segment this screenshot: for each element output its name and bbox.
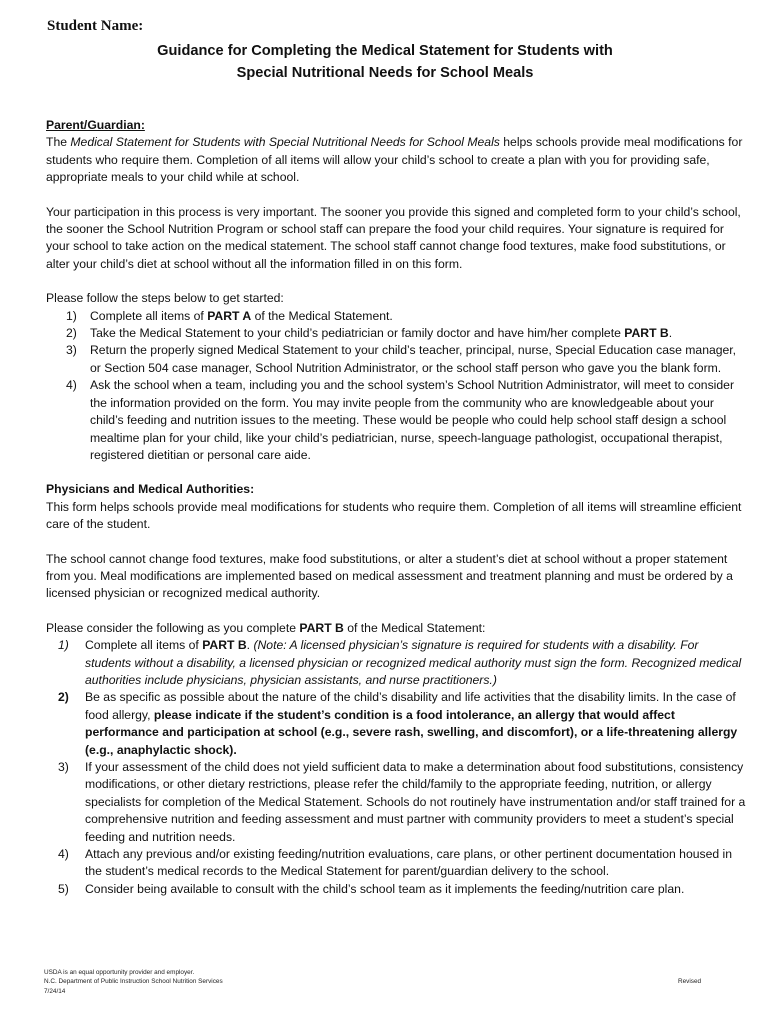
document-body: [46, 117, 746, 898]
part-b-intro: [46, 620, 746, 637]
step-bold: PART A: [207, 308, 252, 323]
parent-guardian-heading: Parent/Guardian:: [46, 118, 145, 132]
item-bold: PART B: [202, 638, 247, 653]
parent-steps-list: [46, 308, 746, 465]
footer-line-2: N.C. Department of Public Instruction School Nutrition Services: [44, 978, 223, 986]
item-number: 4): [58, 847, 69, 862]
step-number: 3): [66, 343, 77, 358]
intro-pre: Please consider the following as you complete: [46, 620, 300, 635]
item-note-italic: (Note: A licensed physician’s signature is required for students with a disability. For students without a disability, a licensed physician or recognized medical authority must sign the form. Recognized medical authorities include physicians, physician assistants, and nurse practitioners.): [85, 638, 742, 687]
steps-intro: Please follow the steps below to get started:: [46, 291, 284, 306]
list-item: [46, 308, 746, 325]
list-item: [46, 759, 746, 846]
title-line-2: Special Nutritional Needs for School Meals: [236, 65, 534, 81]
footer-revised: Revised: [678, 978, 702, 985]
step-text: Return the properly signed Medical Statement to your child’s teacher, principal, nurse, Special Education case manager, or Section 504 case manager, School Nutrition Administrator, or the school staff person who gave you the blank form.: [90, 343, 737, 375]
list-item: [46, 689, 746, 759]
step-text: Take the Medical Statement to your child’s pediatrician or family doctor and have him/her complete: [90, 326, 625, 341]
step-number: 4): [66, 378, 77, 393]
parent-paragraph-1: [46, 134, 746, 186]
item-text: Complete all items of: [85, 638, 203, 653]
step-number: 2): [66, 326, 77, 341]
intro-bold: PART B: [299, 620, 344, 635]
item-number: 2): [58, 690, 69, 705]
item-text: Consider being available to consult with the child’s school team as it implements the feeding/nutrition care plan.: [85, 881, 685, 896]
item-bold: please indicate if the student’s condition is a food intolerance, an allergy that would affect performance and participation at school (e.g., severe rash, swelling, and discomfort), or a life-threatening allergy (e.g., anaphylactic shock).: [85, 707, 738, 757]
list-item: [46, 637, 746, 689]
step-text-end: .: [668, 326, 673, 341]
intro-post: of the Medical Statement:: [343, 620, 486, 635]
footer-line-1: USDA is an equal opportunity provider and employer.: [44, 969, 195, 976]
student-name-label: Student Name:: [47, 18, 144, 34]
physician-items-list: [46, 637, 746, 898]
step-number: 1): [66, 308, 77, 323]
physician-paragraph-1: This form helps schools provide meal modifications for students who require them. Completion of all items will streamline efficient care of the student.: [46, 499, 742, 532]
form-title-italic: Medical Statement for Students with Special Nutritional Needs for School Meals: [70, 135, 500, 150]
item-number: 1): [58, 638, 69, 653]
step-bold: PART B: [624, 326, 669, 341]
item-text: Attach any previous and/or existing feeding/nutrition evaluations, care plans, or other pertinent documentation housed in the student’s medical records to the Medical Statement for parent/guardian delivery to the school.: [85, 847, 733, 879]
footer-date: 7/24/14: [44, 987, 66, 995]
list-item: [46, 846, 746, 881]
list-item: [46, 342, 746, 377]
step-text-end: of the Medical Statement.: [251, 308, 393, 323]
physician-paragraph-2: The school cannot change food textures, make food substitutions, or alter a student’s diet at school without a proper statement from you. Meal modifications are implemented based on medical assessment and treatment planning and must be ordered by a licensed physician or recognized medical authority.: [46, 551, 733, 601]
list-item: [46, 881, 746, 898]
step-text: Complete all items of: [90, 308, 208, 323]
step-text: Ask the school when a team, including you and the school system’s School Nutrition Administrator, will meet to consider the information provided on the form. You may invite people from the community who are knowledgeable about your child’s feeding and nutrition issues to the meeting. These would be people who could help school staff design a school mealtime plan for your child, like your child’s pediatrician, nurse, speech-language pathologist, occupational therapist, registered dietitian or personal care aide.: [90, 378, 735, 462]
page-title: [0, 40, 770, 84]
footer: [44, 968, 223, 996]
item-text: Be as specific as possible about the nature of the child’s disability and life activities that the disability limits. In the case of food allergy,: [85, 690, 736, 722]
list-item: [46, 377, 746, 464]
physicians-heading: Physicians and Medical Authorities:: [46, 482, 255, 497]
list-item: [46, 325, 746, 342]
item-number: 3): [58, 760, 69, 774]
item-text-end: .: [246, 638, 254, 653]
item-number: 5): [58, 881, 69, 896]
p1-prefix: The: [46, 135, 71, 150]
p1-rest: helps schools provide meal modifications for students who require them. Completion of all items will allow your child’s school to create a plan with you for providing safe, appropriate meals to your child while at school.: [46, 135, 743, 185]
item-text: If your assessment of the child does not yield sufficient data to make a determination about food substitutions, consistency modifications, or other dietary restrictions, please refer the child/family to the appropriate feeding, nutrition, or allergy specialists for completion of the Medical Statement. Schools do not routinely have instrumentation and/or staff trained for a comprehensive nutrition and feeding assessment and must partner with community providers to meet a student’s special feeding and nutrition needs.: [85, 760, 746, 844]
title-line-1: Guidance for Completing the Medical Statement for Students with: [157, 43, 613, 59]
parent-paragraph-2: Your participation in this process is very important. The sooner you provide this signed and completed form to your child’s school, the sooner the School Nutrition Program or school staff can prepare the food your child requires. Your signature is required for your school to take action on the medical statement. The school staff cannot change food textures, make food substitutions, or alter your child’s diet at school without all the information filled in on this form.: [46, 204, 741, 271]
